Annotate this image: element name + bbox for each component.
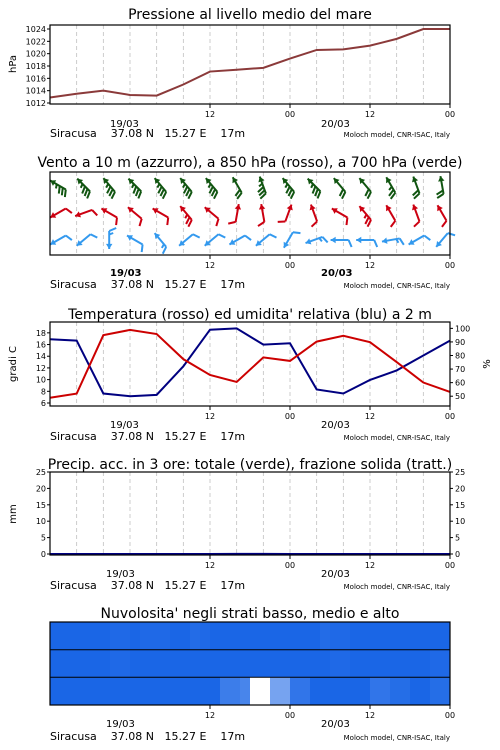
cloud-cell: [330, 677, 341, 705]
cloud-cell: [110, 650, 121, 678]
x-tick-label: 12: [364, 110, 376, 119]
cloud-cell: [330, 622, 341, 650]
x-tick-label: 00: [444, 110, 456, 119]
wind-barb: [386, 177, 395, 199]
y-tick-label: 60: [455, 378, 466, 388]
cloud-cell: [310, 622, 321, 650]
temperature-credit: Moloch model, CNR-ISAC, Italy: [343, 434, 450, 442]
cloud-cell: [290, 622, 301, 650]
cloud-cell: [240, 622, 251, 650]
wind-barb: [50, 236, 72, 245]
cloud-cell: [190, 650, 201, 678]
x-tick-label: 00: [284, 711, 296, 720]
cloud-cell: [310, 650, 321, 678]
cloud-cell: [230, 650, 241, 678]
wind-barb: [205, 234, 226, 246]
cloud-cell: [210, 622, 221, 650]
wind-location: Siracusa 37.08 N 15.27 E 17m: [50, 278, 246, 291]
cloud-cell: [70, 677, 81, 705]
wind-date-2: 20/03: [321, 268, 353, 279]
cloud-date-2: 20/03: [321, 719, 350, 730]
cloud-cell: [190, 677, 201, 705]
wind-barb: [206, 178, 218, 199]
wind-barb: [75, 210, 97, 217]
cloud-cell: [170, 677, 181, 705]
cloud-cell: [120, 650, 131, 678]
cloud-cell: [430, 677, 441, 705]
wind-barb: [232, 177, 241, 199]
x-tick-label: 00: [444, 711, 456, 720]
cloud-cell: [380, 622, 391, 650]
pressure-y-ticks: [26, 25, 50, 108]
wind-barb: [437, 176, 445, 198]
cloud-cell: [100, 650, 111, 678]
y-tick-label: 10: [35, 517, 46, 527]
cloud-cell: [440, 650, 451, 678]
cloud-cell: [260, 650, 271, 678]
temperature-y-ticks: [36, 329, 50, 408]
cloud-cell: [390, 622, 401, 650]
cloud-cell: [50, 677, 61, 705]
precipitation-x-ticks: [205, 555, 455, 570]
cloud-cell: [370, 622, 381, 650]
x-tick-label: 12: [204, 261, 216, 270]
cloud-cell: [420, 622, 431, 650]
y-tick-label: 14: [35, 352, 46, 362]
y-tick-label: 1016: [25, 74, 46, 84]
precipitation-title: Precip. acc. in 3 ore: totale (verde), frazione solida (tratt.): [47, 457, 453, 473]
cloud-cell: [120, 622, 131, 650]
y-tick-label: 20: [35, 484, 46, 494]
pressure-series: [50, 29, 450, 97]
cloud-cell: [320, 622, 331, 650]
cloud-cell: [220, 622, 231, 650]
cloud-cell: [320, 677, 331, 705]
cloud-title: Nuvolosita' negli strati basso, medio e alto: [100, 606, 400, 622]
temperature-humidity-series: [50, 328, 450, 397]
y-tick-label: 1018: [25, 62, 46, 71]
x-tick-label: 00: [284, 412, 296, 421]
x-tick-label: 00: [444, 261, 456, 270]
cloud-cell: [110, 622, 121, 650]
cloud-cell: [170, 622, 181, 650]
wind-barb: [228, 204, 241, 223]
temperature-location: Siracusa 37.08 N 15.27 E 17m: [50, 430, 246, 443]
x-tick-label: 12: [364, 412, 376, 421]
x-tick-label: 12: [364, 711, 376, 720]
cloud-cell: [340, 622, 351, 650]
cloud-cell: [360, 650, 371, 678]
temperature-date-1: 19/03: [110, 420, 139, 431]
cloud-cell: [410, 677, 421, 705]
cloud-cell: [50, 650, 61, 678]
cloud-cell: [90, 622, 101, 650]
cloud-cell: [130, 622, 141, 650]
wind-panel: [37, 155, 462, 291]
humidity-y-ticks: [450, 324, 470, 401]
cloud-cell: [370, 650, 381, 678]
cloud-cell: [100, 677, 111, 705]
cloud-cell: [200, 650, 211, 678]
cloud-cell: [90, 677, 101, 705]
y-tick-label: 50: [455, 392, 466, 402]
wind-barb: [180, 178, 192, 199]
cloud-cell: [300, 677, 311, 705]
cloud-cell: [50, 622, 61, 650]
wind-barb: [412, 177, 419, 199]
cloud-cell: [330, 650, 341, 678]
cloud-cell: [440, 677, 451, 705]
y-tick-label: 8: [40, 387, 46, 397]
wind-barb: [256, 234, 277, 246]
wind-barb: [258, 177, 266, 199]
wind-barb: [258, 204, 265, 226]
wind-barb: [127, 235, 143, 252]
cloud-cell: [220, 650, 231, 678]
y-tick-label: 0: [40, 550, 46, 559]
x-tick-label: 00: [284, 261, 296, 270]
cloud-cell: [390, 650, 401, 678]
wind-barb: [382, 238, 404, 245]
temperature-x-ticks: [205, 406, 455, 421]
wind-barb: [103, 178, 115, 199]
y-tick-label: 0: [455, 550, 461, 559]
wind-barb: [179, 234, 200, 246]
wind-barb: [283, 178, 295, 199]
cloud-cell: [400, 650, 411, 678]
precipitation-y-ticks-right: [450, 468, 465, 559]
x-tick-label: 00: [284, 561, 296, 570]
pressure-date-1: 19/03: [110, 119, 139, 130]
pressure-x-ticks: [205, 104, 455, 119]
cloud-cell: [110, 677, 121, 705]
precipitation-date-1: 19/03: [106, 569, 135, 580]
wind-barb: [50, 209, 72, 218]
humidity-ylabel: %: [482, 359, 493, 369]
precipitation-date-2: 20/03: [321, 569, 350, 580]
cloud-cell: [260, 622, 271, 650]
cloud-cell: [300, 650, 311, 678]
precipitation-plot-frame: [50, 472, 450, 555]
cloud-cells: [50, 622, 451, 705]
cloud-cell: [270, 622, 281, 650]
humidity-line: [50, 328, 450, 396]
wind-barb: [153, 208, 169, 225]
cloud-cell: [180, 650, 191, 678]
wind-barb: [332, 208, 348, 225]
cloud-cell: [270, 677, 281, 705]
cloud-cell: [400, 677, 411, 705]
cloud-cell: [290, 677, 301, 705]
wind-barb: [77, 234, 98, 246]
cloud-cell: [80, 650, 91, 678]
x-tick-label: 12: [204, 711, 216, 720]
cloud-cell: [170, 650, 181, 678]
x-tick-label: 00: [444, 561, 456, 570]
wind-barb: [436, 233, 455, 247]
pressure-location: Siracusa 37.08 N 15.27 E 17m: [50, 127, 246, 140]
temperature-date-2: 20/03: [321, 420, 350, 431]
precipitation-y-ticks: [36, 468, 50, 559]
cloud-cell: [210, 650, 221, 678]
y-tick-label: 16: [35, 340, 46, 350]
y-tick-label: 100: [455, 324, 471, 334]
cloud-cell: [150, 650, 161, 678]
y-tick-label: 15: [455, 500, 466, 510]
wind-barb: [331, 237, 352, 247]
cloud-cell: [140, 677, 151, 705]
y-tick-label: 1014: [25, 86, 46, 96]
wind-barb: [359, 178, 371, 199]
wind-barb: [106, 228, 116, 249]
temperature-line: [50, 330, 450, 398]
x-tick-label: 12: [204, 561, 216, 570]
cloud-cell: [180, 622, 191, 650]
y-tick-label: 10: [455, 517, 466, 527]
cloud-cell: [320, 650, 331, 678]
x-tick-label: 00: [444, 412, 456, 421]
cloud-cell: [60, 677, 71, 705]
cloud-cell: [430, 622, 441, 650]
cloud-cell: [160, 622, 171, 650]
pressure-grid: [77, 25, 450, 104]
cloud-cell: [380, 650, 391, 678]
cloud-cell: [280, 677, 291, 705]
wind-barbs: [50, 176, 455, 254]
pressure-title: Pressione al livello medio del mare: [128, 7, 372, 23]
cloud-cell: [420, 650, 431, 678]
cloud-cell: [290, 650, 301, 678]
cloud-cell: [220, 677, 231, 705]
wind-barb: [50, 180, 66, 197]
y-tick-label: 25: [35, 468, 46, 477]
cloud-cell: [300, 622, 311, 650]
cloud-cell: [230, 622, 241, 650]
cloud-cell: [440, 622, 451, 650]
cloud-cell: [90, 650, 101, 678]
cloud-cell: [100, 622, 111, 650]
x-tick-label: 00: [284, 110, 296, 119]
cloud-cell: [350, 622, 361, 650]
wind-barb: [308, 179, 321, 199]
pressure-line: [50, 29, 450, 97]
wind-barb: [229, 236, 251, 245]
wind-barb: [409, 236, 431, 245]
cloud-cell: [360, 622, 371, 650]
cloud-cell: [370, 677, 381, 705]
y-tick-label: 5: [40, 533, 46, 543]
cloud-cell: [200, 677, 211, 705]
cloud-cell: [250, 677, 261, 705]
cloud-cell: [120, 677, 131, 705]
wind-barb: [437, 205, 446, 227]
y-tick-label: 20: [455, 484, 466, 494]
cloud-cell: [60, 622, 71, 650]
cloud-cell: [410, 650, 421, 678]
cloud-cell: [430, 650, 441, 678]
y-tick-label: 5: [455, 533, 461, 543]
cloud-cell: [160, 677, 171, 705]
y-tick-label: 1022: [25, 37, 46, 47]
cloud-cell: [140, 650, 151, 678]
cloud-cell: [80, 622, 91, 650]
precipitation-grid: [77, 472, 450, 555]
cloud-cell: [230, 677, 241, 705]
wind-barb: [356, 237, 377, 247]
cloud-cell: [360, 677, 371, 705]
cloud-cell: [310, 677, 321, 705]
pressure-ylabel: hPa: [8, 54, 19, 74]
x-tick-label: 12: [204, 110, 216, 119]
y-tick-label: 15: [35, 500, 46, 510]
cloud-cell: [210, 677, 221, 705]
y-tick-label: 1020: [25, 49, 46, 59]
wind-barb: [278, 205, 293, 222]
cloud-cell: [240, 650, 251, 678]
cloud-cell: [70, 622, 81, 650]
wind-barb: [77, 179, 90, 199]
cloud-cell: [60, 650, 71, 678]
cloud-cell: [420, 677, 431, 705]
precipitation-panel: [8, 457, 465, 592]
cloud-cell: [240, 677, 251, 705]
cloud-cell: [160, 650, 171, 678]
precipitation-ylabel: mm: [8, 504, 19, 524]
y-tick-label: 90: [455, 337, 466, 347]
cloud-cell: [200, 622, 211, 650]
wind-barb: [310, 205, 317, 227]
cloud-cell: [350, 677, 361, 705]
temperature-title: Temperatura (rosso) ed umidita' relativa (blu) a 2 m: [68, 307, 432, 323]
wind-title: Vento a 10 m (azzurro), a 850 hPa (rosso), a 700 hPa (verde): [37, 155, 463, 171]
y-tick-label: 25: [455, 468, 466, 477]
cloud-cell: [250, 650, 261, 678]
cloud-cell: [250, 622, 261, 650]
wind-barb: [205, 207, 219, 226]
cloud-x-ticks: [205, 705, 455, 720]
temperature-ylabel: gradi C: [8, 346, 19, 382]
pressure-date-2: 20/03: [321, 119, 350, 130]
wind-credit: Moloch model, CNR-ISAC, Italy: [343, 282, 450, 290]
cloud-cell: [280, 622, 291, 650]
cloud-credit: Moloch model, CNR-ISAC, Italy: [343, 734, 450, 742]
cloud-date-1: 19/03: [106, 719, 135, 730]
y-tick-label: 18: [35, 328, 46, 338]
cloud-cell: [350, 650, 361, 678]
wind-barb: [412, 205, 419, 227]
wind-barb: [180, 206, 192, 227]
wind-barb: [359, 206, 371, 227]
cloud-cell: [190, 622, 201, 650]
wind-barb: [386, 205, 395, 227]
cloud-cell: [130, 677, 141, 705]
wind-barb: [284, 232, 301, 248]
cloud-cell: [380, 677, 391, 705]
cloud-cell: [140, 622, 151, 650]
x-tick-label: 12: [364, 261, 376, 270]
cloud-cell: [340, 677, 351, 705]
cloud-cell: [390, 677, 401, 705]
cloud-cell: [340, 650, 351, 678]
cloud-cell: [70, 650, 81, 678]
y-tick-label: 70: [455, 365, 466, 375]
cloud-cell: [180, 677, 191, 705]
cloud-cell: [270, 650, 281, 678]
y-tick-label: 6: [40, 399, 46, 408]
pressure-credit: Moloch model, CNR-ISAC, Italy: [343, 131, 450, 139]
y-tick-label: 1012: [25, 99, 46, 108]
cloud-panel: [50, 606, 455, 743]
y-tick-label: 12: [35, 363, 46, 373]
x-tick-label: 12: [364, 561, 376, 570]
temperature-panel: [8, 307, 493, 443]
temperature-grid: [77, 322, 450, 406]
cloud-cell: [80, 677, 91, 705]
cloud-cell: [400, 622, 411, 650]
pressure-panel: [8, 7, 455, 140]
y-tick-label: 1024: [25, 25, 46, 34]
y-tick-label: 80: [455, 351, 466, 361]
precipitation-location: Siracusa 37.08 N 15.27 E 17m: [50, 579, 246, 592]
cloud-cell: [130, 650, 141, 678]
cloud-location: Siracusa 37.08 N 15.27 E 17m: [50, 730, 246, 743]
y-tick-label: 10: [35, 375, 46, 385]
wind-date-1: 19/03: [110, 268, 142, 279]
x-tick-label: 12: [204, 412, 216, 421]
precipitation-credit: Moloch model, CNR-ISAC, Italy: [343, 583, 450, 591]
cloud-cell: [410, 622, 421, 650]
cloud-cell: [280, 650, 291, 678]
cloud-cell: [150, 622, 161, 650]
cloud-cell: [260, 677, 271, 705]
wind-barb: [101, 208, 117, 225]
cloud-cell: [150, 677, 161, 705]
